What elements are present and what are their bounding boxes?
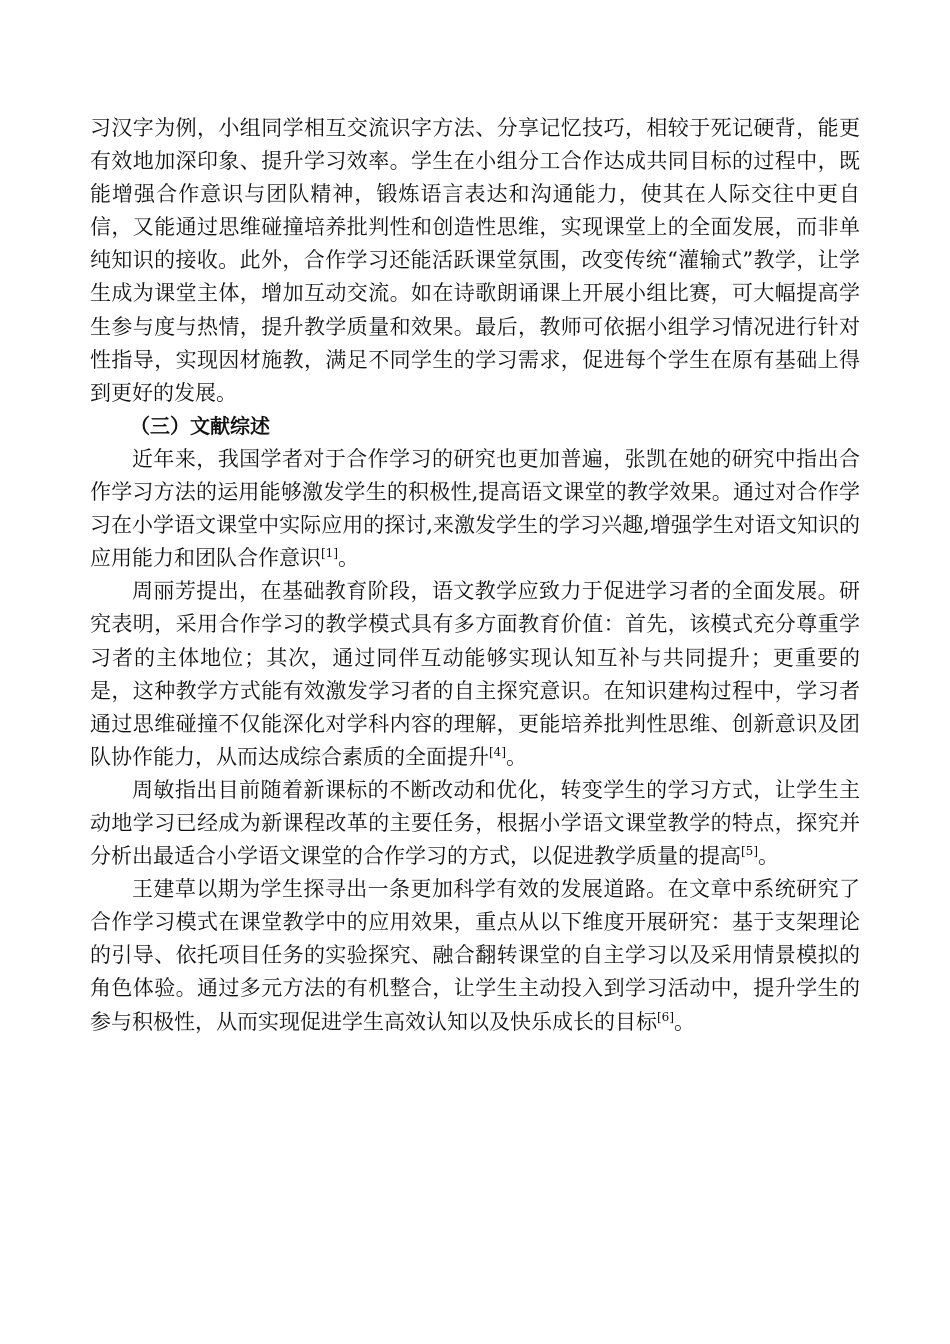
paragraph-intro-continuation [90, 112, 860, 410]
paragraph-text: 习汉字为例，小组同学相互交流识字方法、分享记忆技巧，相较于死记硬背，能更有效地加深印象、提升学习效率。学生在小组分工合作达成共同目标的过程中，既能增强合作意识与团队精神，锻炼语言表达和沟通能力，使其在人际交往中更自信，又能通过思维碰撞培养批判性和创造性思维，实现课堂上的全面发展，而非单纯知识的接收。此外，合作学习还能活跃课堂氛围，改变传统“灌输式”教学，让学生成为课堂主体，增加互动交流。如在诗歌朗诵课上开展小组比赛，可大幅提高学生参与度与热情，提升教学质量和效果。最后，教师可依据小组学习情况进行针对性指导，实现因材施教，满足不同学生的学习需求，促进每个学生在原有基础上得到更好的发展。 [90, 116, 860, 405]
paragraph-literature-2 [90, 575, 860, 774]
citation-marker[interactable]: [4] [489, 744, 506, 759]
paragraph-text: 周敏指出目前随着新课标的不断改动和优化，转变学生的学习方式，让学生主动地学习已经成为新课程改革的主要任务，根据小学语文课堂教学的特点，探究并分析出最适合小学语文课堂的合作学习的方式，以促进教学质量的提高 [90, 777, 860, 869]
document-body [90, 112, 860, 1039]
paragraph-literature-1 [90, 443, 860, 575]
citation-marker[interactable]: [6] [657, 1009, 674, 1024]
paragraph-end: 。 [506, 744, 527, 769]
paragraph-end: 。 [338, 546, 359, 571]
paragraph-literature-4 [90, 873, 860, 1038]
section-heading: （三）文献综述 [130, 413, 270, 438]
citation-marker[interactable]: [5] [741, 844, 758, 859]
paragraph-end: 。 [758, 844, 779, 869]
paragraph-text: 近年来，我国学者对于合作学习的研究也更加普遍，张凯在她的研究中指出合作学习方法的运用能够激发学生的积极性,提高语文课堂的教学效果。通过对合作学习在小学语文课堂中实际应用的探讨,来激发学生的学习兴趣,增强学生对语文知识的应用能力和团队合作意识 [90, 446, 860, 571]
citation-marker[interactable]: [1] [321, 546, 338, 561]
paragraph-end: 。 [674, 1009, 695, 1034]
paragraph-literature-3 [90, 774, 860, 873]
paragraph-text: 王建草以期为学生探寻出一条更加科学有效的发展道路。在文章中系统研究了合作学习模式在课堂教学中的应用效果，重点从以下维度开展研究：基于支架理论的引导、依托项目任务的实验探究、融合翻转课堂的自主学习以及采用情景模拟的角色体验。通过多元方法的有机整合，让学生主动投入到学习活动中，提升学生的参与积极性，从而实现促进学生高效认知以及快乐成长的目标 [90, 877, 860, 1034]
paragraph-text: 周丽芳提出，在基础教育阶段，语文教学应致力于促进学习者的全面发展。研究表明，采用合作学习的教学模式具有多方面教育价值：首先，该模式充分尊重学习者的主体地位；其次，通过同伴互动能够实现认知互补与共同提升；更重要的是，这种教学方式能有效激发学习者的自主探究意识。在知识建构过程中，学习者通过思维碰撞不仅能深化对学科内容的理解，更能培养批判性思维、创新意识及团队协作能力，从而达成综合素质的全面提升 [90, 579, 860, 769]
